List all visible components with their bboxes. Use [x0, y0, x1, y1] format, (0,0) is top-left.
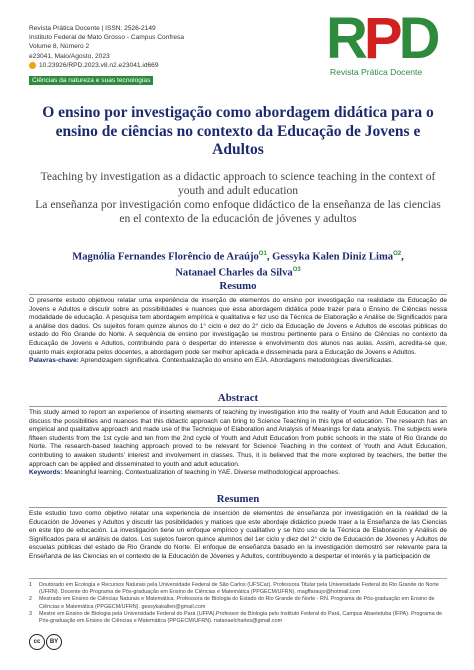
footnote [29, 611, 447, 625]
orcid-icon[interactable]: O2 [393, 251, 402, 257]
journal-header [29, 24, 329, 70]
doi-link[interactable]: 10.23926/RPD.2023.v8.n2.e23041.id669 [39, 61, 159, 69]
footnote-text: Doutorado em Ecologia e Recursos Naturais pela Universidade Federal de São Carlos (UFSCar). Professora Titular pela Universidade Federal do Rio Grande do Norte (UFRN). Docente do Programa de Pós-graduação em Ensino de Ciências e Matemática (PPGECM/UFRN). magffaraujo@hotmail.com [39, 582, 439, 596]
logo-letter-r: R [326, 6, 364, 71]
category-badge: Ciências da natureza e suas tecnologias [29, 76, 153, 85]
doi-icon [29, 62, 36, 69]
abstract-keywords [29, 469, 447, 478]
footnote-number: 3 [29, 610, 32, 617]
title-spanish: La enseñanza por investigación como enfoque didáctico de la enseñanza de las ciencias en el contexto de la educación de jóvenes y adultos [35, 197, 441, 225]
volume: Volume 8, Número 2 [29, 43, 90, 51]
rpd-logo [326, 6, 450, 86]
author-1: Magnólia Fernandes Florêncio de Araújo [72, 251, 259, 263]
journal-name: Revista Prática Docente | ISSN: 2526-2149 [29, 25, 156, 32]
article-id-date: e23041, Maio/Agosto, 2023 [29, 52, 110, 60]
divider [29, 294, 447, 295]
orcid-icon[interactable]: O3 [292, 266, 301, 273]
author-list: Magnólia Fernandes Florêncio de Araújo$^{O1}$, Gessyka Kalen Diniz Lima$^{O2}$, Natanael Charles da Silva$^{O3}$ [72, 251, 404, 279]
logo-letter-p: P [363, 6, 399, 71]
footnote [29, 582, 447, 596]
title-english: Teaching by investigation as a didactic approach to science teaching in the context of youth and adult education [40, 169, 436, 197]
resumo-keywords [29, 357, 447, 366]
divider [29, 406, 447, 407]
resumo-section [29, 280, 447, 366]
doi-line[interactable] [29, 61, 329, 70]
by-icon: BY [46, 634, 62, 650]
divider [29, 507, 447, 508]
footnote-text: Mestrado em Ensino de Ciências Naturais e Matemática. Professora de Biologia do Estado do Rio Grande do Norte - RN. Programa de Pós-graduação em Ensino de Ciências e Matemática (PPGECM/UFRN). gessykakallen@gmail.com [39, 596, 435, 610]
author-2: Gessyka Kalen Diniz Lima [272, 251, 394, 263]
footnote-text: Mestre em Ensino de Biologia pela Universidade Federal do Pará (UFPA).Professor de Biologia pelo Instituto Federal do Pará, Campus Abaetetuba (IFPA). Programa de Pós-graduação em Ensino de Ciências e Matemática (PPGECM/UFRN). natanaelcharles@gmail.com [39, 610, 443, 625]
abstract-heading: Abstract [217, 392, 259, 404]
keywords-text: Meaningful learning. Contextualization of teaching in YAE. Diverse methodological approaches. [64, 469, 340, 477]
resumo-heading: Resumo [219, 280, 257, 292]
keywords-label: Keywords: [29, 469, 63, 477]
logo-letters [326, 6, 450, 71]
abstract-body: This study aimed to report an experience of inserting elements of teaching by investigation into the reality of Youth and Adult Education and to discuss the possibilities and nuances that this didactic approach can bring to Science Teaching in this type of education. The research has an empirical and qualitative approach and made use of the Technique of Elaboration and Analysis of Meanings for data analysis. The subjects were fifteen students from the 1st cycle and ten from the 2nd cycle of Youth and Adult Education from public schools in the state of Rio Grande do Norte. The research-based teaching approach proved to be relevant for Science Teaching in the context of Youth and Adult Education, contributing to awaken students' interest and involvement in classes. Thus, it is believed that the more explored by teachers, the better the approach can be applied and disseminated to youth and adult education. [29, 409, 447, 468]
cc-license[interactable] [29, 634, 62, 650]
resumen-heading: Resumen [216, 493, 260, 505]
author-3: Natanael Charles da Silva [175, 267, 293, 279]
resumen-body: Este estudio tuvo como objetivo relatar una experiencia de inserción de elementos de enseñanza por investigación en la realidad de la Educación de Jóvenes y Adultos y discutir las posibilidades y matices que este abordaje didáctico puede traer a la Enseñanza de las Ciencias en este tipo de educación. La investigación tiene un enfoque empírico y cualitativo y se hizo uso de la Técnica de Elaboración y Análisis de Significados para el análisis de datos. Los sujetos fueron quince alumnos del 1er ciclo y diez del 2° ciclo de Educación de Jóvenes y Adultos de escuelas públicas del estado de Rio Grande do Norte. El enfoque de enseñanza basado en la investigación demostró ser relevante para la Enseñanza de las Ciencias en el contexto de la Educación de Jóvenes y Adultos, contribuyendo a despertar el interés y la participación de [29, 510, 447, 560]
logo-letter-d: D [398, 6, 437, 71]
article-titles [29, 104, 447, 226]
footnotes [29, 578, 447, 625]
resumo-body: O presente estudo objetivou relatar uma experiência de inserção de elementos do ensino por investigação na realidade da Educação de Jovens e Adultos e discutir sobre as possibilidades e nuances que essa abordagem didática pode trazer para o Ensino de Ciências nessa modalidade de educação. A pesquisa tem abordagem empírica e qualitativa e fez uso da Técnica de Elaboração e Análise de Significados para a análise dos dados. Os sujeitos foram quinze alunos do 1° ciclo e dez do 2° ciclo da Educação de Jovens e Adultos de escolas públicas do estado do Rio Grande do Norte. A sequência de ensino por investigação se mostrou pertinente para o Ensino de Ciências no contexto da Educação de Jovens e Adultos, contribuindo para o despertar do interesse e envolvimento dos alunos nas aulas. Assim, acredita-se que, quanto mais explorada pelos docentes, a abordagem pode ser melhor aplicada e disseminada para a Educação de Jovens e Adultos. [29, 297, 447, 356]
footnote-number: 1 [29, 582, 32, 588]
institution: Instituto Federal de Mato Grosso - Campus Confresa [29, 34, 185, 42]
abstract-section [29, 392, 447, 478]
logo-caption: Revista Prática Docente [330, 67, 423, 77]
footnote [29, 596, 447, 610]
footnote-number: 2 [29, 596, 32, 603]
keywords-text: Aprendizagem significativa. Contextualização do ensino em EJA. Abordagens metodológicas diversificadas. [80, 357, 393, 365]
title-portuguese: O ensino por investigação como abordagem didática para o ensino de ciências no contexto da Educação de Jovens e Adultos [42, 104, 434, 158]
orcid-icon[interactable]: O1 [258, 251, 267, 257]
cc-icon: cc [29, 634, 45, 650]
resumen-section [29, 493, 447, 562]
keywords-label: Palavras-chave: [29, 357, 79, 365]
